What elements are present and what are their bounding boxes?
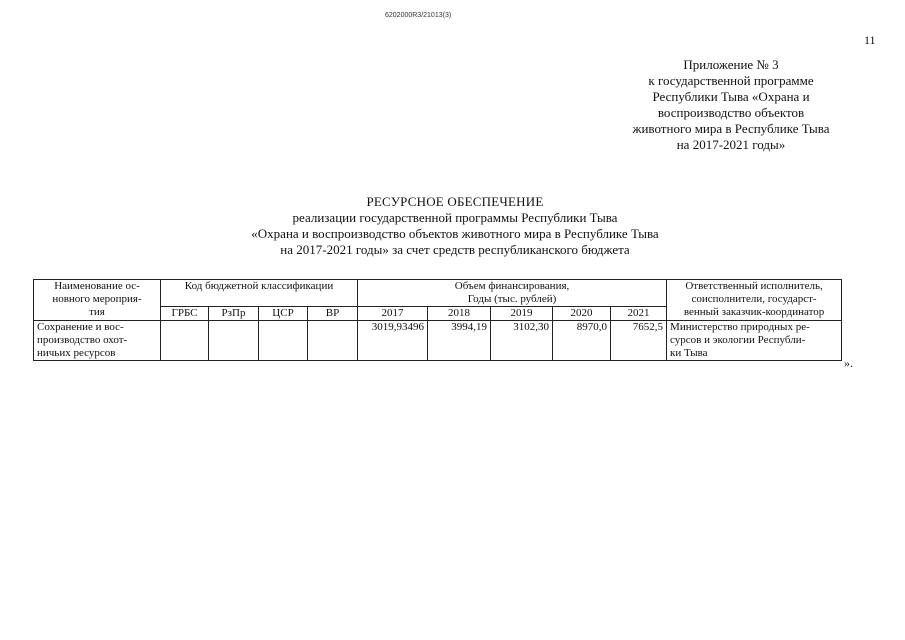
header-responsible-line: Ответственный исполнитель, — [685, 280, 823, 292]
header-name-line: тия — [89, 306, 105, 318]
title-line: реализации государственной программы Республики Тыва — [292, 210, 618, 225]
cell-value-2020: 8970,0 — [553, 321, 611, 361]
header-responsible — [667, 280, 842, 321]
cell-line: ничьих ресурсов — [37, 347, 116, 359]
header-year-2018: 2018 — [428, 307, 491, 321]
closing-quote: ». — [844, 356, 853, 370]
document-title — [205, 194, 705, 258]
table-row — [34, 321, 842, 361]
header-rzpr: РзПр — [209, 307, 259, 321]
cell-value-2019: 3102,30 — [491, 321, 553, 361]
appendix-line: животного мира в Республике Тыва — [632, 121, 830, 136]
cell-line: производство охот- — [37, 334, 128, 346]
cell-csr — [259, 321, 308, 361]
cell-line: сурсов и экологии Республи- — [670, 334, 806, 346]
cell-value-2021: 7652,5 — [611, 321, 667, 361]
header-responsible-line: венный заказчик-координатор — [683, 306, 825, 318]
cell-value-2018: 3994,19 — [428, 321, 491, 361]
header-budget-code: Код бюджетной классификации — [161, 280, 358, 307]
header-year-2020: 2020 — [553, 307, 611, 321]
cell-activity-name — [34, 321, 161, 361]
cell-rzpr — [209, 321, 259, 361]
appendix-line: воспроизводство объектов — [657, 105, 805, 120]
title-line: на 2017-2021 годы» за счет средств республиканского бюджета — [280, 242, 630, 257]
appendix-line: к государственной программе — [648, 73, 814, 88]
cell-value-2017: 3019,93496 — [358, 321, 428, 361]
header-name — [34, 280, 161, 321]
header-year-2017: 2017 — [358, 307, 428, 321]
title-line: «Охрана и воспроизводство объектов животного мира в Республике Тыва — [251, 226, 659, 241]
cell-grbs — [161, 321, 209, 361]
cell-line: Министерство природных ре- — [670, 321, 810, 333]
cell-line: Сохранение и вос- — [37, 321, 124, 333]
header-year-2019: 2019 — [491, 307, 553, 321]
header-name-line: новного мероприя- — [52, 293, 142, 305]
header-financing-line: Годы (тыс. рублей) — [467, 293, 557, 305]
appendix-line: на 2017-2021 годы» — [676, 137, 786, 152]
document-id: 6202000R3/21013(3) — [385, 12, 452, 19]
header-responsible-line: соисполнители, государст- — [691, 293, 817, 305]
appendix-line: Республики Тыва «Охрана и — [652, 89, 810, 104]
page-number: 11 — [864, 33, 876, 47]
header-financing-line: Объем финансирования, — [454, 280, 570, 292]
cell-responsible — [667, 321, 842, 361]
title-main: РЕСУРСНОЕ ОБЕСПЕЧЕНИЕ — [366, 194, 544, 209]
header-vr: ВР — [308, 307, 358, 321]
appendix-reference — [600, 57, 862, 153]
header-grbs: ГРБС — [161, 307, 209, 321]
header-csr: ЦСР — [259, 307, 308, 321]
appendix-line: Приложение № 3 — [683, 57, 779, 72]
header-year-2021: 2021 — [611, 307, 667, 321]
header-financing — [358, 280, 667, 307]
header-name-line: Наименование ос- — [54, 280, 140, 292]
resource-table — [33, 279, 842, 361]
cell-line: ки Тыва — [670, 347, 708, 359]
cell-vr — [308, 321, 358, 361]
